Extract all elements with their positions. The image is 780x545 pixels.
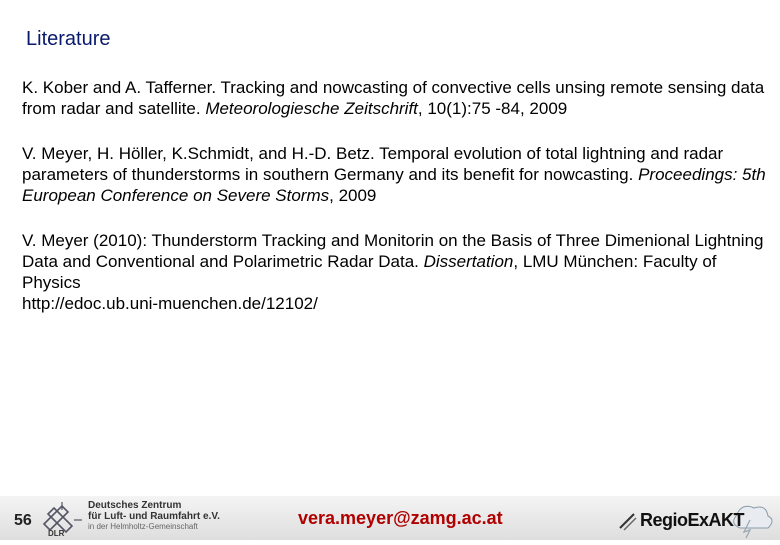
reference-item [22, 77, 767, 119]
dlr-wordmark [88, 500, 220, 532]
reference-text: K. Kober and A. Tafferner. Tracking and nowcasting of convective cells unsing remote sensing data from radar and satellite. [22, 78, 765, 118]
reference-text: V. Meyer, H. Höller, K.Schmidt, and H.-D. Betz. Temporal evolution of total lightning and radar parameters of thunderstorms in southern Germany and its benefit for nowcasting. [22, 144, 724, 184]
reference-details: , 2009 [329, 186, 377, 205]
reference-journal: Proceedings: 5th European Conference on Severe Storms [22, 165, 766, 205]
dlr-name-line1: Deutsches Zentrum [88, 500, 182, 511]
footer-bar [0, 496, 780, 540]
reference-text: V. Meyer (2010): Thunderstorm Tracking and Monitorin on the Basis of Three Dimenional Lightning Data and Conventional and Polarimetric Radar Data. [22, 231, 764, 271]
slide-title: Literature [26, 28, 111, 50]
reference-item [22, 230, 767, 314]
dlr-name-line3: in der Helmholtz-Gemeinschaft [88, 522, 198, 531]
reference-details: , LMU München: Faculty of Physics [22, 252, 717, 292]
reference-journal: Meteorologiesche Zeitschrift [205, 99, 418, 118]
reference-item [22, 143, 767, 206]
reference-list [22, 77, 767, 314]
dlr-name-line2: für Luft- und Raumfahrt e.V. [88, 511, 220, 522]
reference-journal: Dissertation [423, 252, 514, 271]
page-number: 56 [14, 512, 32, 529]
reference-details: , 10(1):75 -84, 2009 [417, 99, 568, 118]
regioexakt-logo [616, 498, 776, 545]
reference-url: http://edoc.ub.uni-muenchen.de/12102/ [22, 294, 318, 313]
dlr-logo-icon [38, 498, 86, 543]
dlr-logo-label: DLR [48, 529, 65, 538]
regioexakt-wordmark: RegioExAKT [640, 510, 745, 530]
contact-email: vera.meyer@zamg.ac.at [298, 508, 503, 528]
